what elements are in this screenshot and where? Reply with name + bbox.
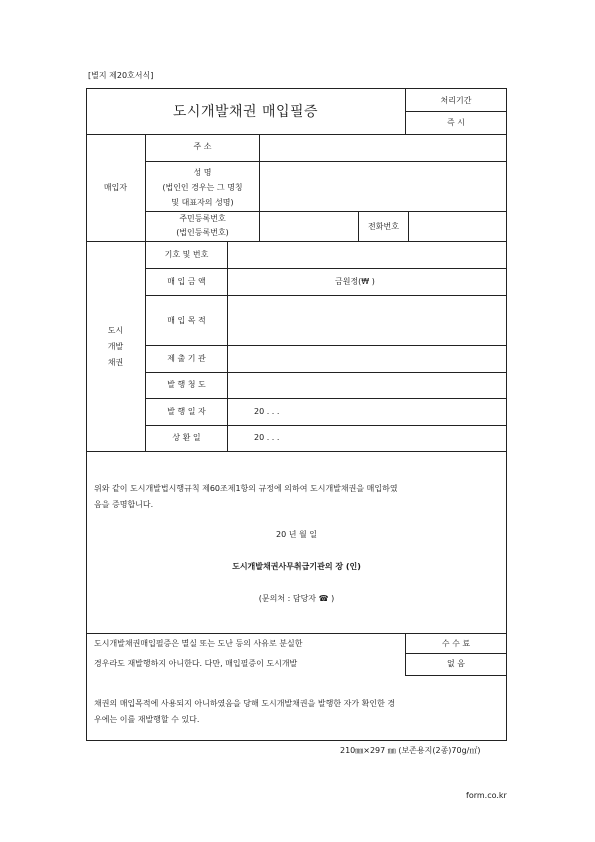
purpose-field[interactable] (228, 296, 506, 345)
institution-label: 제 출 기 관 (167, 354, 206, 363)
processing-period-label: 처리기간 (440, 96, 472, 105)
bond-section-label-1: 도시 (107, 326, 124, 335)
certification-text-2: 음을 증명합니다. (94, 500, 154, 509)
regno-field[interactable] (260, 212, 358, 241)
phone-label: 전화번호 (368, 222, 399, 231)
address-label: 주 소 (193, 142, 212, 151)
regno-label: 주민등록번호 (179, 214, 226, 223)
footer-brand: form.co.kr (466, 791, 507, 800)
name-field[interactable] (260, 162, 506, 211)
processing-period-value: 즉 시 (447, 118, 465, 127)
certification-contact[interactable]: (문의처 : 담당자 ☎ ) (258, 594, 335, 603)
name-label-note: (법인인 경우는 그 명칭 (162, 183, 243, 192)
issue-date-label: 발 행 일 자 (167, 407, 206, 416)
amount-label: 매 입 금 액 (167, 277, 206, 286)
notice-text-1: 도시개발채권매입필증은 멸실 또는 도난 등의 사유로 분실한 (94, 639, 303, 648)
issuer-label: 발 행 청 도 (167, 380, 206, 389)
address-field[interactable] (260, 135, 506, 161)
purchaser-section-label: 매입자 (103, 183, 128, 192)
bond-section-label-2: 개발 (107, 342, 124, 351)
certification-date[interactable]: 20 년 월 일 (276, 530, 317, 539)
institution-field[interactable] (228, 346, 506, 372)
name-label-note-2: 및 대표자의 성명) (171, 198, 234, 207)
notice-text-4: 우에는 이를 재발행할 수 있다. (94, 715, 200, 724)
notice-text-2: 경우라도 재발행하지 아니한다. 다만, 매입필증이 도시개발 (94, 659, 298, 668)
fee-value: 없 음 (447, 659, 465, 668)
redeem-date-label: 상 환 일 (172, 433, 201, 442)
certification-text-1: 위와 같이 도시개발법시행규칙 제60조제1항의 규정에 의하여 도시개발채권을 매입하였 (94, 484, 398, 493)
redeem-date-field[interactable]: 20 . . . (254, 433, 280, 442)
form-label: [별지 제20호서식] (88, 71, 154, 80)
phone-field[interactable] (409, 212, 506, 241)
purpose-label: 매 입 목 적 (167, 316, 206, 325)
amount-field[interactable]: 금원정(₩ ) (335, 277, 375, 286)
notice-text-3: 채권의 매입목적에 사용되지 아니하였음을 당해 도시개발채권을 발행한 자가 확인한 경 (94, 699, 396, 708)
bond-section-label-3: 채권 (107, 358, 124, 367)
regno-label-note: (법인등록번호) (176, 228, 229, 237)
symbol-field[interactable] (228, 242, 506, 268)
form-title: 도시개발채권 매입필증 (172, 104, 319, 120)
fee-label: 수 수 료 (441, 639, 471, 648)
name-label: 성 명 (193, 168, 212, 177)
paper-spec: 210㎜×297 ㎜ (보존용지(2종)70g/㎡) (340, 746, 481, 755)
certification-signer: 도시개발채권사무취급기관의 장 (인) (232, 562, 361, 571)
issue-date-field[interactable]: 20 . . . (254, 407, 280, 416)
symbol-label: 기호 및 번호 (164, 250, 209, 259)
issuer-field[interactable] (228, 373, 506, 398)
